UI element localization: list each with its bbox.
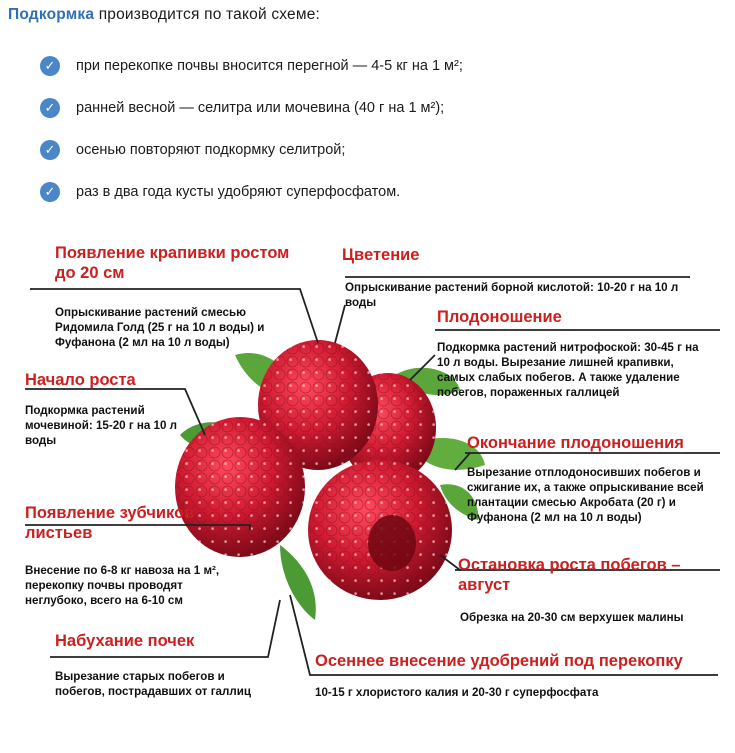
intro-title-highlight: Подкормка: [8, 6, 95, 23]
stage-fruiting-end: [467, 433, 727, 453]
stage-growth-start-body: [25, 403, 200, 448]
stage-autumn-body: [315, 685, 725, 700]
stage-nettle-body: [55, 305, 283, 350]
stage-growth-start-title: Начало роста: [25, 371, 136, 389]
stage-buds: [55, 631, 265, 651]
stage-fruiting-end-body: [467, 465, 722, 525]
list-item-text: при перекопке почвы вносится перегной — 4-5 кг на 1 м²;: [76, 58, 463, 74]
list-item-text: раз в два года кусты удобряют суперфосфатом.: [76, 184, 401, 200]
stage-growth-stop: [458, 555, 708, 595]
raspberry-care-infographic: [0, 225, 735, 753]
check-circle-icon: ✓: [40, 182, 60, 202]
check-circle-icon: ✓: [40, 98, 60, 118]
list-item: [40, 100, 463, 142]
stage-flowering-body: [345, 280, 700, 310]
list-item: [40, 142, 463, 184]
stage-growth-start-text: Подкормка растений мочевиной: 15-20 г на 10 л воды: [25, 404, 178, 447]
stage-fruiting-title: Плодоношение: [437, 308, 562, 326]
stage-autumn-text: 10-15 г хлористого калия и 20-30 г суперфосфата: [315, 686, 599, 699]
stage-nettle: [55, 243, 295, 283]
stage-leaves-title: Появление зубчиков листьев: [25, 504, 195, 542]
check-circle-icon: ✓: [40, 56, 60, 76]
stage-growth-stop-title: Остановка роста побегов – август: [458, 556, 681, 594]
intro-title-rest: производится по такой схеме:: [94, 6, 321, 23]
stage-fruiting-end-text: Вырезание отплодоносивших побегов и сжигание их, а также опрыскивание всей плантации смесью Акробата (20 г) и Фуфанона (2 мл на 10 л воды): [467, 466, 704, 524]
stage-buds-body: [55, 669, 275, 699]
stage-buds-text: Вырезание старых побегов и побегов, пострадавших от галлиц: [55, 670, 251, 698]
stage-fruiting-body: [437, 340, 707, 400]
stage-autumn: [315, 651, 725, 671]
stage-fruiting-end-title: Окончание плодоношения: [467, 434, 684, 452]
stage-nettle-text: Опрыскивание растений смесью Ридомила Голд (25 г на 10 л воды) и Фуфанона (2 мл на 10 л воды): [55, 306, 265, 349]
stage-growth-stop-text: Обрезка на 20-30 см верхушек малины: [460, 611, 684, 624]
check-circle-icon: ✓: [40, 140, 60, 160]
stage-leaves-body: [25, 563, 240, 608]
stage-fruiting-text: Подкормка растений нитрофоской: 30-45 г на 10 л воды. Вырезание лишней крапивки, самых слабых побегов. А также удаление побегов, пораженных галлицей: [437, 341, 699, 399]
list-item: [40, 58, 463, 100]
stage-buds-title: Набухание почек: [55, 632, 195, 650]
list-item-text: осенью повторяют подкормку селитрой;: [76, 142, 346, 158]
stage-leaves-text: Внесение по 6-8 кг навоза на 1 м², перекопку почвы проводят неглубоко, всего на 6-10 см: [25, 564, 220, 607]
stage-autumn-title: Осеннее внесение удобрений под перекопку: [315, 652, 683, 670]
stage-flowering-title: Цветение: [342, 246, 420, 264]
stage-growth-start: [25, 370, 205, 390]
stage-growth-stop-body: [460, 610, 728, 625]
stage-flowering-text: Опрыскивание растений борной кислотой: 10-20 г на 10 л воды: [345, 281, 679, 309]
intro-title: [8, 6, 320, 24]
stage-fruiting: [437, 307, 637, 327]
stage-nettle-title: Появление крапивки ростом до 20 см: [55, 244, 290, 282]
stage-flowering: [342, 245, 542, 265]
list-item-text: ранней весной — селитра или мочевина (40 г на 1 м²);: [76, 100, 445, 116]
list-item: [40, 184, 463, 226]
intro-list: [40, 58, 463, 226]
stage-leaves: [25, 503, 215, 543]
intro-section: [0, 0, 735, 225]
